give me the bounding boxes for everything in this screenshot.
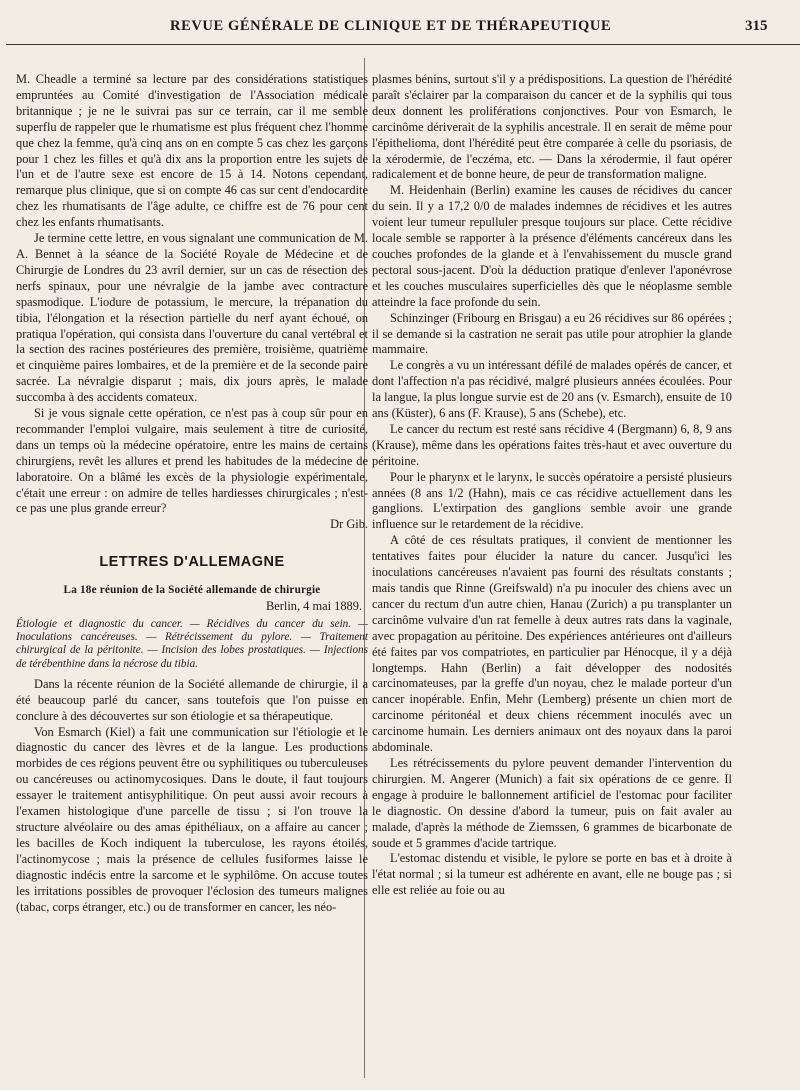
paragraph: Le congrès a vu un intéressant défilé de malades opérés de cancer, et dont l'affection n'a pas récidivé, malgré plusieurs années écoulées. Pour la langue, la plus longue survie est de 20 ans (v. Esmarch), ensuite de 10 ans (Küster), 6 ans (F. Krause), 5 ans (Schebe), etc. (372, 358, 732, 421)
paragraph: Dans la récente réunion de la Société allemande de chirurgie, il a été beaucoup parlé du cancer, sans toutefois que l'on puisse en conclure à des découvertes sur son étiologie et sa thérapeutique. (16, 676, 368, 723)
paragraph: Les rétrécissements du pylore peuvent demander l'intervention du chirurgien. M. Angerer (Munich) a fait six opérations de ce genre. Il engage à produire le ballonnement artificiel de l'estomac pour faciliter le diagnostic. On dessine d'abord la tumeur, puis on fait avaler au malade, d'après la méthode de Ziemssen, 6 grammes de bicarbonate de soude et 5 grammes d'acide tartrique. (372, 755, 732, 850)
paragraph: Pour le pharynx et le larynx, le succès opératoire a persisté plusieurs années (8 ans 1/2 (Hahn), mais ce cas récidive actuellement dans les ganglions. L'extirpation des ganglions semble avoir une grande influence sur le retardement de la récidive. (372, 469, 732, 532)
running-title: REVUE GÉNÉRALE DE CLINIQUE ET DE THÉRAPEUTIQUE (170, 18, 612, 34)
dateline: Berlin, 4 mai 1889. (265, 599, 362, 614)
page-header (0, 0, 800, 50)
paragraph: M. Heidenhain (Berlin) examine les causes de récidives du cancer du sein. Il y a 17,2 0/0 de malades indemnes de récidives et les autres voient leur tumeur repulluler presque toujours sur place. Cette récidive locale semble se rapporter à la présence d'éléments cancéreux dans les couches profondes de la glande et à l'envahissement du muscle grand pectoral sous-jacent. D'où la déduction pratique d'enlever l'aponévrose et les couches musculaires superficielles dès que le néoplasme semble atteindre la face profonde du sein. (372, 183, 732, 309)
paragraph: Si je vous signale cette opération, ce n'est pas à coup sûr pour en recommander l'emploi vulgaire, mais seulement à titre de curiosité, dans un temps où la médecine opératoire, entre les mains de certains chirurgiens, revêt les allures et prend les habitudes de la médecine de laboratoire. On a blâmé les excès de la physiologie expérimentale, c'était une erreur : on admire de telles hardiesses chirurgicales ; n'est-ce pas une plus grande erreur? (16, 406, 368, 516)
section-title: LETTRES D'ALLEMAGNE (99, 554, 285, 571)
signature: Dr Gib. (330, 517, 368, 532)
paragraph: Je termine cette lettre, en vous signalant une communication de M. A. Bennet à la séance de la Société Royale de Médecine et de Chirurgie de Londres du 23 avril dernier, sur un cas de résection des nerfs spinaux, pour une névralgie de la jambe avec contracture spasmodique. L'iodure de potassium, le mercure, la trépanation du tibia, l'élongation et la résection partielle du nerf ayant échoué, on pratiqua l'opération, qui consista dans l'ouverture du canal vertébral et la section des racines postérieures des première, troisième, quatrième et cinquième paires lombaires, et de la première et de la seconde paire sacrée. La névralgie disparut ; mais, dix jours après, le malade succomba à des accidents comateux. (16, 231, 368, 405)
paragraph: M. Cheadle a terminé sa lecture par des considérations statistiques empruntées au Comité d'investigation de l'Association médicale britannique ; je ne le suivrai pas sur ce terrain, car il me semble superflu de rappeler que le rhumatisme est plus fréquent chez l'homme que chez la femme, qu'à cinq ans on en compte 5 cas chez les garçons pour 1 chez les filles et qu'à dix ans la proportion entre les sujets de l'un et de l'autre sexe est encore de 15 à 14. Notons cependant, remarque plus clinique, que si on compte 46 cas sur cent d'endocardite chez les rhumatisants de l'âge adulte, ce chiffre est de 76 pour cent chez les enfants rhumatisants. (16, 72, 368, 230)
paragraph: Schinzinger (Fribourg en Brisgau) a eu 26 récidives sur 86 opérées ; il se demande si la castration ne serait pas utile pour atrophier la glande mammaire. (372, 310, 732, 357)
summary: Étiologie et diagnostic du cancer. — Récidives du cancer du sein. — Inoculations cancéreuses. — Rétrécissement du pylore. — Traitement chirurgical de la péritonite. — Incision des lobes prostatiques. — Injections de térébenthine dans la nécrose du tibia. (16, 618, 368, 670)
header-rule (6, 44, 800, 45)
page-number: 315 (745, 18, 768, 34)
subheading: La 18e réunion de la Société allemande de chirurgie (63, 584, 321, 597)
paragraph: A côté de ces résultats pratiques, il convient de mentionner les tentatives faites pour élucider la nature du cancer. Jusqu'ici les inoculations cancéreuses n'avaient pas fourni des résultats constants ; mais tandis que Rinne (Greifswald) n'a pu inoculer des chiens avec un cancer du rectum d'un autre chien, Hanau (Zurich) a pu transplanter un carcinôme vulvaire d'un rat femelle à deux autres rats dans la vaginale, avec propagation au péritoine. Des expériences antérieures ont d'ailleurs été faites par vos compatriotes, en particulier par Hénocque, il y a déjà longtemps. Hahn (Berlin) a fait développer des nodosités carcinomateuses, par la greffe d'un noyau, chez le malade porteur d'un cancer inopérable. Enfin, Mehr (Lemberg) présente un chien mort de carcinome péritonéal et deux chiens récemment inoculés avec un carcinome humain. Les derniers animaux ont des noyaux dans la paroi abdominale. (372, 533, 732, 755)
paragraph: Von Esmarch (Kiel) a fait une communication sur l'étiologie et le diagnostic du cancer des lèvres et de la langue. Les productions morbides de ces régions peuvent être ou syphilitiques ou tuberculeuses ou cancéreuses ou actinomycosiques. Dans le doute, il faut toujours essayer le traitement antisyphilitique. On peut aussi avoir recours à l'examen histologique d'une parcelle de tissu ; si l'on trouve la structure alvéolaire ou des amas épithéliaux, on a affaire au cancer ; les bacilles de Koch indiquent la tuberculose, les rayons étoilés, l'actinomycose ; mais la présence de cellules fusiformes laisse le diagnostic indécis entre la sarcome et le syphilôme. On accuse toutes les irritations possibles de provoquer l'éclosion des tumeurs malignes (tabac, corps étranger, etc.) ou de transformer en cancer, les néo- (16, 724, 368, 914)
left-column (16, 72, 368, 915)
paragraph: L'estomac distendu et visible, le pylore se porte en bas et à droite à l'état normal ; si la tumeur est adhérente en avant, elle ne bouge pas ; si elle est reliée au foie ou au (372, 851, 732, 898)
paragraph: Le cancer du rectum est resté sans récidive 4 (Bergmann) 6, 8, 9 ans (Krause), même dans les opérations faites très-haut et avec ouverture du péritoine. (372, 421, 732, 468)
right-column (372, 72, 732, 899)
paragraph: plasmes bénins, surtout s'il y a prédispositions. La question de l'hérédité paraît s'éclairer par la comparaison du cancer et de la syphilis qui tous deux donnent les proliférations conjonctives. Pour von Esmarch, le carcinôme dériverait de la syphilis ancestrale. Il en serait de même pour l'épithelioma, dont l'hérédité peut être comparée à celle du psoriasis, de la xérodermie, de l'eczéma, etc. — Dans la xérodermie, il faut opérer radicalement et de bonne heure, de peur de transformation maligne. (372, 72, 732, 182)
